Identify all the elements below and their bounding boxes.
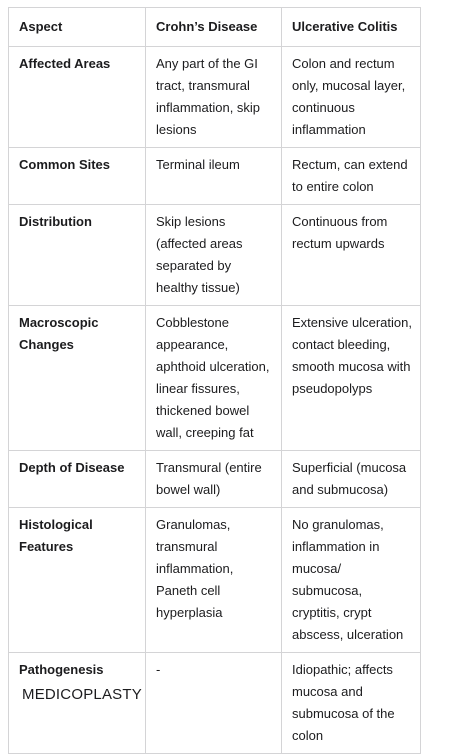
crohns-cell: Terminal ileum [146,148,282,205]
table-header-row [9,8,421,47]
crohns-cell: Granulomas, transmural inflammation, Paneth cell hyperplasia [146,508,282,653]
crohns-cell: - [146,653,282,754]
crohns-cell: Transmural (entire bowel wall) [146,451,282,508]
row-aspect-cell: Common Sites [9,148,146,205]
uc-cell: Superficial (mucosa and submucosa) [282,451,421,508]
crohns-cell: Skip lesions (affected areas separated by healthy tissue) [146,205,282,306]
table-row [9,306,421,451]
table-row [9,47,421,148]
watermark-text: MEDICOPLASTY [22,686,142,703]
uc-cell: Extensive ulceration, contact bleeding, smooth mucosa with pseudopolyps [282,306,421,451]
comparison-table [8,7,421,754]
table-row [9,508,421,653]
uc-cell: No granulomas, inflammation in mucosa/ submucosa, cryptitis, crypt abscess, ulceration [282,508,421,653]
header-ulcerative-colitis: Ulcerative Colitis [282,8,421,47]
uc-cell: Colon and rectum only, mucosal layer, continuous inflammation [282,47,421,148]
header-aspect: Aspect [9,8,146,47]
header-crohns-disease: Crohn’s Disease [146,8,282,47]
crohns-cell: Any part of the GI tract, transmural inflammation, skip lesions [146,47,282,148]
row-aspect-cell: Distribution [9,205,146,306]
uc-cell: Idiopathic; affects mucosa and submucosa of the colon [282,653,421,754]
comparison-table-container [8,7,420,754]
uc-cell: Rectum, can extend to entire colon [282,148,421,205]
row-aspect-cell: Pathogenesis [9,653,146,754]
table-row [9,653,421,754]
crohns-cell: Cobblestone appearance, aphthoid ulceration, linear fissures, thickened bowel wall, creeping fat [146,306,282,451]
table-row [9,148,421,205]
row-aspect-cell: Affected Areas [9,47,146,148]
row-aspect-cell: Depth of Disease [9,451,146,508]
row-aspect-cell: Histological Features [9,508,146,653]
table-row [9,205,421,306]
uc-cell: Continuous from rectum upwards [282,205,421,306]
row-aspect-cell: Macroscopic Changes [9,306,146,451]
table-row [9,451,421,508]
